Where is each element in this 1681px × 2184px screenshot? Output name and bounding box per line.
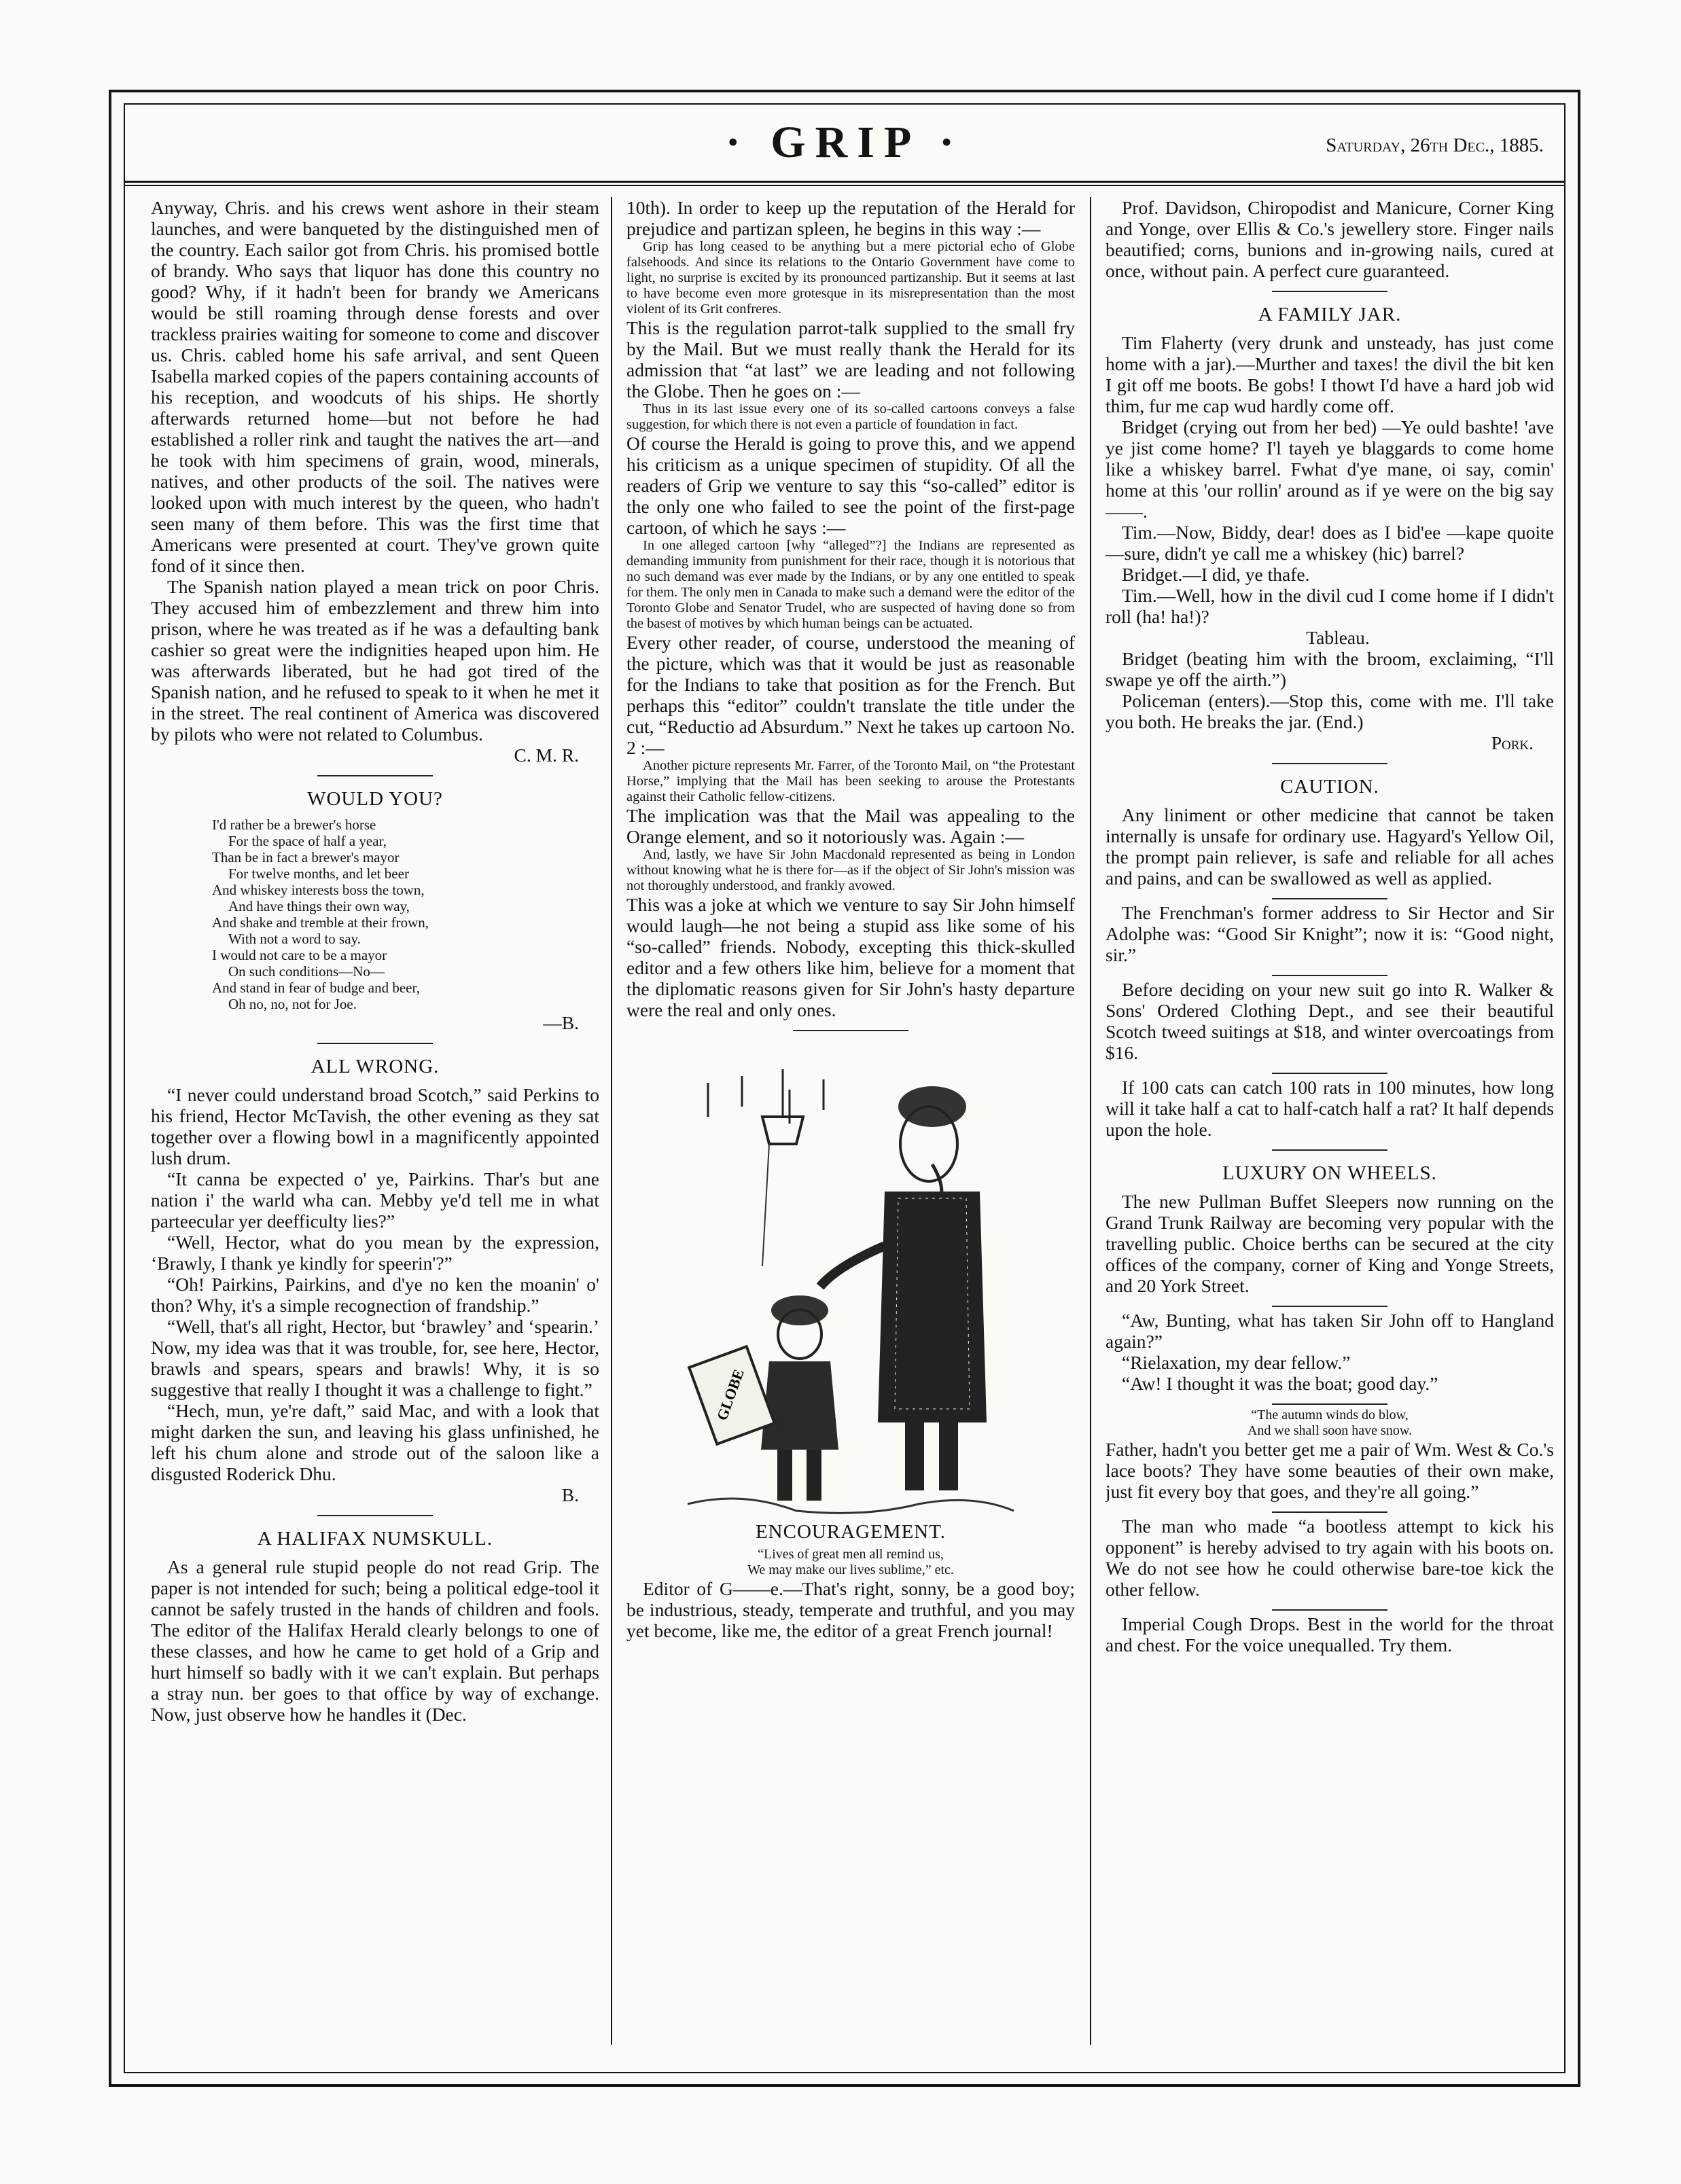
article-title-halifax: A HALIFAX NUMSKULL. [257,1528,493,1550]
paragraph: “Rielaxation, my dear fellow.” [1122,1352,1351,1373]
cartoon-caption: Editor of G——e.—That's right, sonny, be a good boy; be industrious, steady, temperate and truthful, and you may yet become, like me, the editor of a great French journal! [626,1578,1075,1641]
signature: Pork. [1491,732,1534,753]
column-2 [626,197,1075,2045]
quotation: And, lastly, we have Sir John Macdonald represented as being in London without knowing what he is there for—as if the object of Sir John's mission was not thoroughly understood, and frankly avowed. [626,847,1075,893]
poem-line: On such conditions—No— [228,963,385,980]
paragraph: As a general rule stupid people do not read Grip. The paper is not intended for such; being a political edge-tool it cannot be safely trusted in the hands of children and fools. The editor of the Halifax Herald clearly belongs to one of these classes, and how he came to get hold of a Grip and hurt himself so badly with it we can't explain. But perhaps a stray nun. ber goes to that office by way of exchange. Now, just observe how he handles it (Dec. [151,1556,599,1725]
verse-line: And we shall soon have snow. [1247,1423,1412,1438]
section-rule [1272,975,1387,976]
page-border [109,90,1580,2087]
poem-line: I'd rather be a brewer's horse [212,817,376,833]
poem-line: I would not care to be a mayor [212,947,387,963]
verse-line: “The autumn winds do blow, [1251,1408,1409,1422]
paragraph: The man who made “a bootless attempt to kick his opponent” is hereby advised to try again with his boots on. We do not see how he could otherwise bare-toe kick the other fellow. [1105,1516,1554,1600]
masthead-title: · GRIP · [725,118,964,167]
section-rule [317,1043,433,1044]
quotation: Grip has long ceased to be anything but a mere pictorial echo of Globe falsehoods. And since its relations to the Ontario Government have come to light, no surprise is excited by its pronounced partizanship. But it seems at last to have become even more grotesque in its misrepresentation than the most violent of its Grit confreres. [626,239,1075,317]
paragraph: Bridget (beating him with the broom, exclaiming, “I'll swape ye off the airth.”) [1105,648,1554,690]
quotation: In one alleged cartoon [why “alleged”?] the Indians are represented as demanding immunity from punishment for their race, though it is notorious that no such demand was ever made by the Indians, or by any one entitled to speak for them. The only men in Canada to make such a demand were the editor of the Toronto Globe and Senator Trudel, who are suspected of having done so from the basest of motives by which human beings can be actuated. [626,538,1075,631]
column-divider [1090,197,1091,2045]
paragraph: The new Pullman Buffet Sleepers now running on the Grand Trunk Railway are becoming very popular with the travelling public. Choice berths can be secured at the city offices of the company, corner of King and Yonge Streets, and 20 York Street. [1105,1191,1554,1296]
paragraph: Any liniment or other medicine that cannot be taken internally is unsafe for ordinary use. Hagyard's Yellow Oil, the prompt pain reliever, is safe and reliable for all aches and pains, and can be swallowed as well as applied. [1105,804,1554,889]
poem-line: And shake and tremble at their frown, [212,914,429,931]
paragraph: Tim.—Well, how in the divil cud I come home if I didn't roll (ha! ha!)? [1105,585,1554,627]
poem-line: And stand in fear of budge and beer, [212,980,420,996]
section-rule [1272,291,1387,292]
section-rule [1272,898,1387,899]
paragraph: Father, hadn't you better get me a pair of Wm. West & Co.'s lace boots? They have some beauties of their own make, just fit every boy that goes, and they're all going.” [1105,1439,1554,1502]
paragraph: 10th). In order to keep up the reputation of the Herald for prejudice and partizan spleen, he begins in this way :— [626,197,1075,239]
poem-line: Oh no, no, not for Joe. [228,996,357,1012]
section-rule [1272,1149,1387,1151]
section-rule [1272,1073,1387,1074]
encouragement-cartoon [660,1042,1041,1518]
column-divider [611,197,612,2045]
column-1 [151,197,599,2045]
paragraph: Policeman (enters).—Stop this, come with me. I'll take you both. He breaks the jar. (End.) [1105,690,1554,732]
section-rule [317,775,433,776]
paragraph: Tim Flaherty (very drunk and unsteady, has just come home with a jar).—Murther and taxes! the divil the bit ken I git off me boots. Be gobs! I thowt I'd have a hard job wid thim, fur me cap wud hardly come off. [1105,332,1554,416]
paragraph: “Aw! I thought it was the boat; good day.” [1122,1373,1438,1394]
cartoon-quote [626,1547,1075,1578]
advertisement: Prof. Davidson, Chiropodist and Manicure, Corner King and Yonge, over Ellis & Co.'s jewellery store. Finger nails beautified; corns, bunions and in-growing nails, cured at once, without pain. A perfect cure guaranteed. [1105,197,1554,281]
paragraph: This is the regulation parrot-talk supplied to the small fry by the Mail. But we must really thank the Herald for its admission that “at last” we are leading and not following the Globe. Then he goes on :— [626,317,1075,401]
poem [212,817,599,1012]
paragraph: “I never could understand broad Scotch,” said Perkins to his friend, Hector McTavish, the other evening as they sat together over a flowing bowl in a magnificently appointed lush drum. [151,1084,599,1168]
paragraph: “Oh! Pairkins, Pairkins, and d'ye no ken the moanin' o' thon? Why, it's a simple recognection of frandship.” [151,1274,599,1316]
poem-line: Than be in fact a brewer's mayor [212,849,400,865]
stage-direction: Tableau. [1306,627,1370,648]
paragraph: Imperial Cough Drops. Best in the world for the throat and chest. For the voice unequalled. Try them. [1105,1613,1554,1655]
paragraph: “It canna be expected o' ye, Pairkins. Thar's but ane nation i' the warld wha can. Mebby ye'd tell me in what parteecular yer deefficulty lies?” [151,1168,599,1232]
masthead-rule [125,185,1564,186]
cartoon-title: ENCOURAGEMENT. [755,1521,946,1543]
page-inner-border [124,103,1565,2073]
columns [137,197,1552,2045]
paragraph: Anyway, Chris. and his crews went ashore in their steam launches, and were banqueted by the distinguished men of the country. Each sailor got from Chris. his promised bottle of brandy. Who says that liquor has done this country no good? Why, if it hadn't been for brandy we Americans would be still roaming through dense forests and over trackless prairies waiting for someone to come and discover us. Chris. cabled home his safe arrival, and sent Queen Isabella marked copies of the papers containing accounts of his reception, and woodcuts of his ships. He shortly afterwards returned home—but not before he had established a roller rink and taught the natives the art—and he took with him specimens of grain, wood, minerals, natives, and other products of the soil. The natives were looked upon with much interest by the queen, who hadn't seen many of them before. This was the first time that Americans were presented at court. They've grown quite fond of it since then. [151,197,599,576]
signature: C. M. R. [514,745,579,766]
section-rule [1272,1609,1387,1611]
cartoon-quote-line: “Lives of great men all remind us, [758,1547,944,1562]
paragraph: The implication was that the Mail was appealing to the Orange element, and so it notoriously was. Again :— [626,805,1075,847]
masthead [125,105,1564,183]
article-title-caution: CAUTION. [1280,776,1379,798]
section-rule [1272,1306,1387,1307]
paragraph: “Aw, Bunting, what has taken Sir John off to Hangland again?” [1105,1310,1554,1352]
signature: B. [561,1484,579,1505]
paragraph: Every other reader, of course, understood the meaning of the picture, which was that it would be just as reasonable for the Indians to take that position as for the French. But perhaps this “editor” couldn't translate the title under the cut, “Reductio ad Absurdum.” Next he takes up cartoon No. 2 :— [626,632,1075,758]
paragraph: The Spanish nation played a mean trick on poor Chris. They accused him of embezzlement and threw him into prison, where he was treated as if he was a defaulting bank cashier so great were the indignities heaped upon him. He was afterwards liberated, but he had got tired of the Spanish nation, and he refused to speak to it when he met it in the street. The real continent of America was discovered by pilots who were not related to Columbus. [151,576,599,745]
paragraph: This was a joke at which we venture to say Sir John himself would laugh—he not being a stupid ass like some of his “so-called” friends. Nobody, excepting this thick-skulled editor and a few others like him, believe for a moment that the diplomatic reasons given for Sir John's hasty departure were the real and only ones. [626,894,1075,1020]
paragraph: Before deciding on your new suit go into R. Walker & Sons' Ordered Clothing Dept., and see their beautiful Scotch tweed suitings at $18, and winter overcoatings from $16. [1105,979,1554,1063]
paragraph: The Frenchman's former address to Sir Hector and Sir Adolphe was: “Good Sir Knight”; now it is: “Good night, sir.” [1105,902,1554,965]
article-title-luxury: LUXURY ON WHEELS. [1222,1162,1437,1184]
section-rule [1272,1403,1387,1405]
paragraph: If 100 cats can catch 100 rats in 100 minutes, how long will it take half a cat to half-catch half a rat? It half depends upon the hole. [1105,1077,1554,1140]
poem-line: For the space of half a year, [228,833,387,849]
section-rule [1272,763,1387,764]
signature: —B. [543,1012,579,1033]
poem-line: And whiskey interests boss the town, [212,882,425,898]
paragraph: Of course the Herald is going to prove this, and we append his criticism as a unique specimen of stupidity. Of all the readers of Grip we venture to say this “so-called” editor is the only one who failed to see the point of the first-page cartoon, of which he says :— [626,433,1075,538]
quotation: Thus in its last issue every one of its so-called cartoons conveys a false suggestion, for which there is not even a particle of foundation in fact. [626,401,1075,432]
poem-line: With not a word to say. [228,931,361,947]
article-title-all-wrong: ALL WRONG. [311,1056,440,1077]
paragraph: Tim.—Now, Biddy, dear! does as I bid'ee —kape quoite—sure, didn't ye call me a whiskey (hic) barrel? [1105,522,1554,564]
poem-line: For twelve months, and let beer [228,865,409,882]
article-title-family-jar: A FAMILY JAR. [1258,304,1402,325]
cartoon-newspaper-label: GLOBE [713,1367,747,1423]
article-title-would-you: WOULD YOU? [307,788,443,810]
section-rule [793,1030,908,1031]
verse-quote [1105,1408,1554,1439]
section-rule [317,1515,433,1516]
quotation: Another picture represents Mr. Farrer, of the Toronto Mail, on “the Protestant Horse,” implying that the Mail has been seeking to arouse the Protestants against their Catholic fellow-citizens. [626,758,1075,804]
paragraph: “Well, Hector, what do you mean by the expression, ‘Brawly, I thank ye kindly for speerin'?” [151,1232,599,1274]
issue-date: Saturday, 26th Dec., 1885. [1326,135,1544,156]
paragraph: “Well, that's all right, Hector, but ‘brawley’ and ‘spearin.’ Now, my idea was that it was trouble, for, see here, Hector, brawls and spears, spears and brawls! Why, it is so suggestive that really I thought it was a challenge to fight.” [151,1316,599,1400]
section-rule [1272,1511,1387,1513]
column-3 [1105,197,1554,2045]
paragraph: Bridget.—I did, ye thafe. [1122,564,1310,585]
poem-line: And have things their own way, [228,898,410,914]
cartoon-quote-line: We may make our lives sublime,” etc. [747,1562,954,1577]
paragraph: “Hech, mun, ye're daft,” said Mac, and with a look that might darken the sun, and leaving his glass unfinished, he left his chum alone and strode out of the saloon like a disgusted Roderick Dhu. [151,1400,599,1484]
paragraph: Bridget (crying out from her bed) —Ye ould bashte! 'ave ye jist come home? I'l tayeh ye blaggards to come home like a whiskey barrel. Fwhat d'ye mane, oi say, comin' home at this 'our rollin' around as if ye were on the big say——. [1105,416,1554,522]
